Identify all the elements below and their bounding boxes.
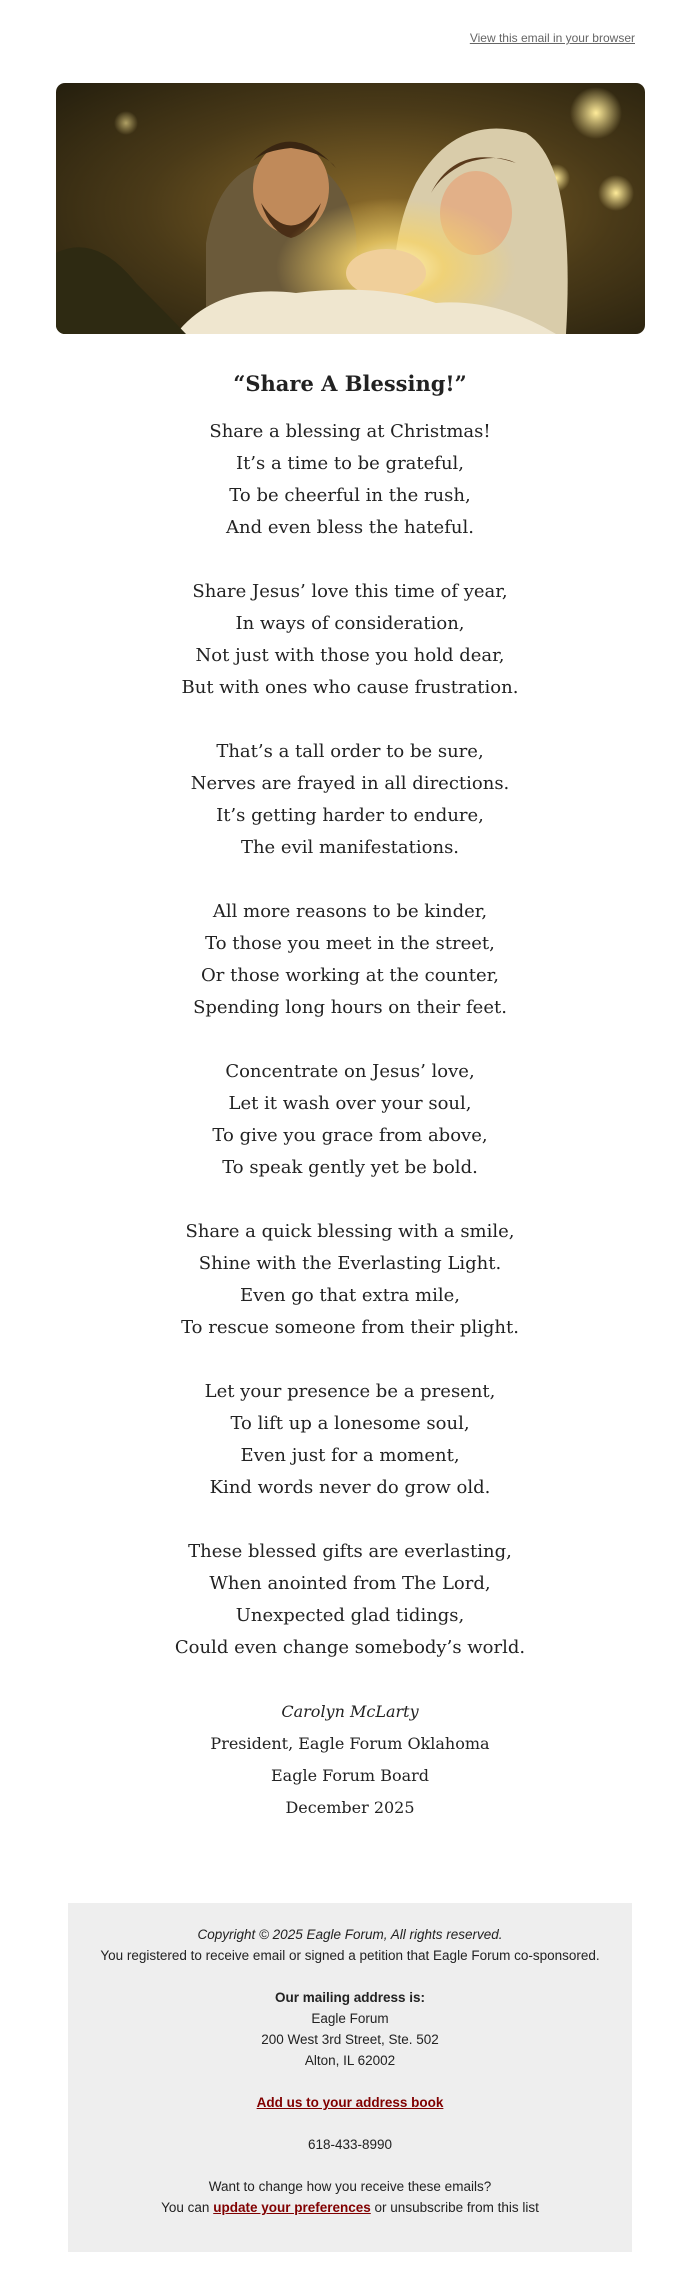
poem-line: Let it wash over your soul, bbox=[228, 1093, 472, 1114]
poem-line: Could even change somebody’s world. bbox=[174, 1637, 526, 1658]
poem-line: Spending long hours on their feet. bbox=[193, 997, 507, 1018]
poem-line: That’s a tall order to be sure, bbox=[216, 741, 484, 762]
poem-line: To give you grace from above, bbox=[212, 1125, 488, 1146]
nativity-image bbox=[56, 83, 645, 334]
poem-line: Or those working at the counter, bbox=[201, 965, 499, 986]
signature-block bbox=[0, 1696, 700, 1824]
poem-line: To those you meet in the street, bbox=[205, 933, 495, 954]
poem-section bbox=[0, 368, 700, 1824]
poem-line: Share a blessing at Christmas! bbox=[209, 421, 491, 442]
poem-stanza bbox=[0, 896, 700, 1024]
author-name: Carolyn McLarty bbox=[281, 1702, 419, 1721]
poem-line: These blessed gifts are everlasting, bbox=[188, 1541, 512, 1562]
copyright-text: Copyright © 2025 Eagle Forum, All rights reserved. bbox=[197, 1927, 503, 1942]
address-city: Alton, IL 62002 bbox=[304, 2053, 396, 2068]
poem-stanza bbox=[0, 576, 700, 704]
mailing-address-heading: Our mailing address is: bbox=[274, 1990, 426, 2005]
registration-notice: You registered to receive email or signed a petition that Eagle Forum co-sponsored. bbox=[100, 1948, 600, 1963]
poem-line: Even just for a moment, bbox=[240, 1445, 460, 1466]
preferences-line bbox=[68, 2197, 632, 2218]
poem-line: Kind words never do grow old. bbox=[209, 1477, 491, 1498]
poem-stanza bbox=[0, 416, 700, 544]
poem-line: Let your presence be a present, bbox=[204, 1381, 496, 1402]
preferences-question: Want to change how you receive these emails? bbox=[208, 2179, 492, 2194]
signature-date: December 2025 bbox=[285, 1798, 415, 1817]
poem-line: It’s getting harder to endure, bbox=[216, 805, 484, 826]
poem-line: To rescue someone from their plight. bbox=[181, 1317, 519, 1338]
add-to-address-book-link[interactable]: Add us to your address book bbox=[256, 2095, 444, 2110]
poem-stanza bbox=[0, 1376, 700, 1504]
poem-line: Concentrate on Jesus’ love, bbox=[225, 1061, 475, 1082]
email-footer bbox=[68, 1903, 632, 2252]
address-name: Eagle Forum bbox=[311, 2011, 389, 2026]
poem-line: It’s a time to be grateful, bbox=[235, 453, 465, 474]
author-role: President, Eagle Forum Oklahoma bbox=[210, 1734, 490, 1753]
poem-line: Nerves are frayed in all directions. bbox=[190, 773, 510, 794]
poem-stanza bbox=[0, 736, 700, 864]
poem-line: But with ones who cause frustration. bbox=[181, 677, 519, 698]
poem-line: Even go that extra mile, bbox=[240, 1285, 460, 1306]
poem-stanza bbox=[0, 1536, 700, 1664]
view-in-browser-bar bbox=[470, 31, 635, 45]
address-street: 200 West 3rd Street, Ste. 502 bbox=[261, 2032, 439, 2047]
poem-line: Share Jesus’ love this time of year, bbox=[192, 581, 508, 602]
you-can-text: You can bbox=[161, 2200, 210, 2215]
view-in-browser-link[interactable]: View this email in your browser bbox=[469, 31, 635, 45]
poem-line: And even bless the hateful. bbox=[226, 517, 474, 538]
poem-line: In ways of consideration, bbox=[235, 613, 465, 634]
poem-stanza bbox=[0, 1216, 700, 1344]
update-preferences-link[interactable]: update your preferences bbox=[213, 2200, 371, 2215]
poem-stanza bbox=[0, 1056, 700, 1184]
poem-line: Unexpected glad tidings, bbox=[235, 1605, 465, 1626]
author-board: Eagle Forum Board bbox=[270, 1766, 430, 1785]
poem-line: When anointed from The Lord, bbox=[209, 1573, 491, 1594]
poem-title: “Share A Blessing!” bbox=[233, 371, 467, 396]
poem-line: The evil manifestations. bbox=[240, 837, 460, 858]
poem-line: All more reasons to be kinder, bbox=[212, 901, 488, 922]
phone-number: 618-433-8990 bbox=[307, 2137, 393, 2152]
poem-line: To speak gently yet be bold. bbox=[222, 1157, 478, 1178]
poem-line: Not just with those you hold dear, bbox=[195, 645, 505, 666]
poem-line: To lift up a lonesome soul, bbox=[230, 1413, 470, 1434]
poem-line: To be cheerful in the rush, bbox=[229, 485, 471, 506]
unsubscribe-text: or unsubscribe from this list bbox=[374, 2200, 539, 2215]
poem-line: Share a quick blessing with a smile, bbox=[185, 1221, 515, 1242]
poem-line: Shine with the Everlasting Light. bbox=[198, 1253, 502, 1274]
